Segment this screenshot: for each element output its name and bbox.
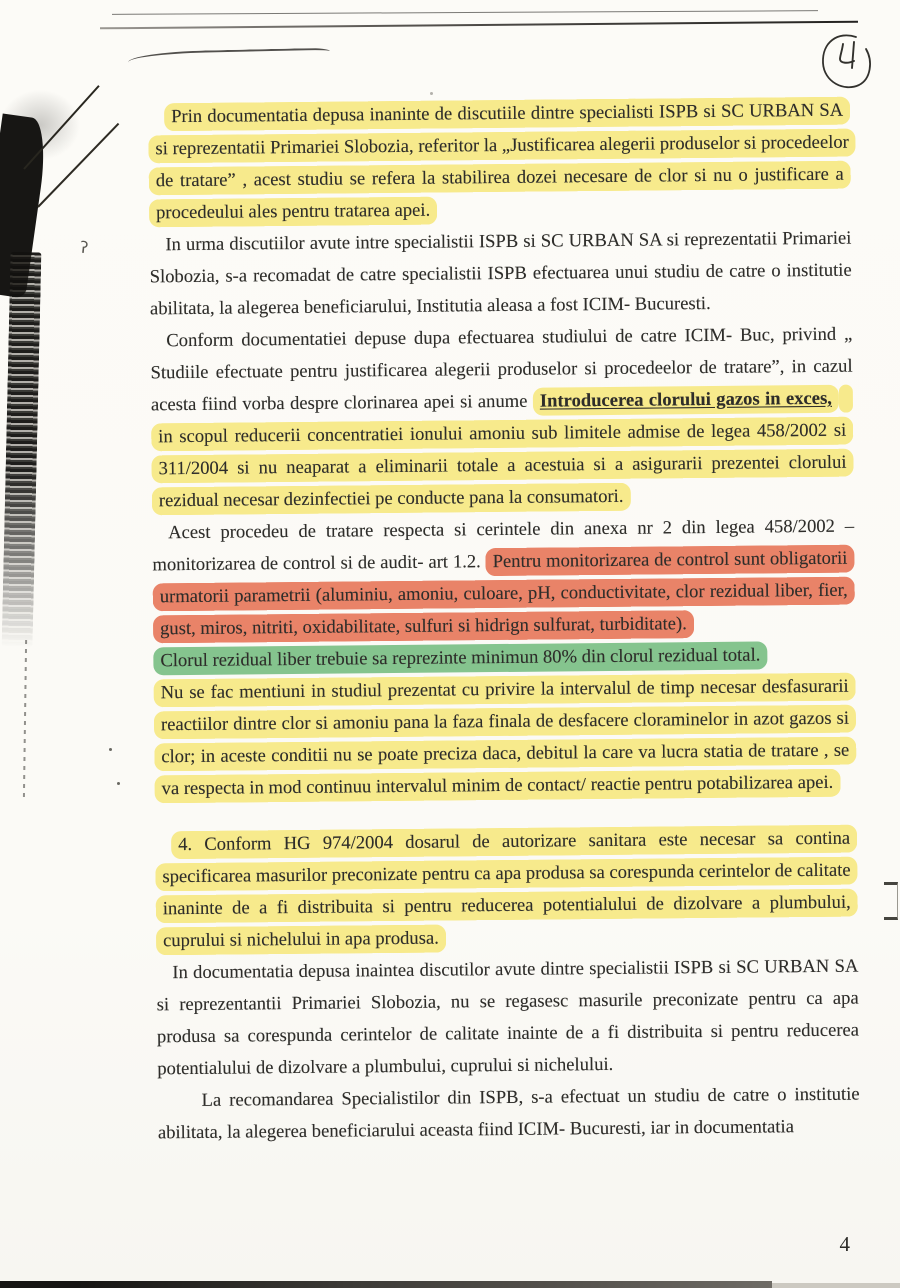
margin-bracket-mark [884, 882, 898, 920]
hand-drawn-circle-icon [812, 30, 884, 96]
scan-artifact-bottom-edge-light [0, 1283, 900, 1288]
scan-speck [117, 782, 120, 785]
paragraph [155, 823, 858, 958]
highlighted-text: 4. Conform HG 974/2004 dosarul de autorizare sanitara este necesar sa contina specificarea masurilor preconizate pentru ca apa produsa sa corespunda cerintelor de calitate inaninte de a fi distribuita si pentru reducerea potentialului de dizolvare a plumbului, cuprului si nichelului in apa produsa. [155, 825, 858, 956]
text-run: In documentatia depusa inaintea discutilor avute dintre specialistii ISPB si SC URBAN SA si reprezentantii Primariei Slobozia, nu se regasesc masurile preconizate pentru ca apa produsa sa corespunda cerintelor de calitate inainte de a fi distribuita si pentru reducerea potentialului de dizolvare a plumbului, cuprului si nichelului. [156, 955, 860, 1080]
scan-artifact-binding-edge-tail [23, 640, 27, 800]
scan-artifact-short-curve-line [128, 48, 330, 63]
scan-artifact-top-line-2 [100, 21, 858, 30]
paragraph [157, 1079, 860, 1150]
page-number: 4 [839, 1232, 850, 1256]
scan-speck [430, 92, 433, 95]
text-run: La recomandarea Specialistilor din ISPB, s-a efectuat un studiu de catre o institutie abilitata, la alegerea beneficiarului aceasta fiind ICIM- Bucuresti, iar in documentatia [157, 1083, 860, 1144]
scan-artifact-top-line-1 [112, 10, 818, 15]
handwritten-squiggle-mark: ʔ [79, 237, 90, 258]
paragraph [156, 951, 859, 1086]
scan-artifact-bottom-edge-dark [0, 1281, 772, 1288]
text-run: In urma discutiilor avute intre specialistii ISPB si SC URBAN SA si reprezentatii Primariei Slobozia, s-a recomadat de catre specialistii ISPB efectuarea unui studiu de catre o institutie abilitata, la alegerea beneficiarului, Institutia aleasa a fost ICIM- Bucuresti. [149, 227, 852, 320]
scan-artifact-diagonal-line-1 [23, 85, 99, 170]
document-body [148, 95, 860, 1150]
text-run: Conform documentatiei depuse dupa efectuarea studiului de catre ICIM- Buc, privind „ Studiile efectuate pentru justificarea alegerii produselor si procedeelor de tratare”, in cazul acesta fiind vorba despre clorinarea apei si anume [150, 323, 853, 416]
highlighted-text: Nu se fac mentiuni in studiul prezentat cu privire la intervalul de timp necesar desfasurarii reactiilor dintre clor si amoniu pana la faza finala de desfacere cloraminelor in azot gazos si clor; in aceste conditii nu se poate preciza daca, debitul la care va lucra statia de tratare , se va respecta in mod continuu intervalul minim de contact/ reactie pentru potabilizarea apei. [154, 673, 857, 804]
paragraph [150, 319, 854, 518]
scan-artifact-diagonal-line-2 [37, 123, 119, 208]
scan-artifact-corner-blob [0, 114, 50, 299]
scan-artifact-corner-smudge [0, 90, 80, 160]
scan-artifact-binding-edge [2, 252, 42, 648]
paragraph [154, 671, 857, 806]
paragraph [149, 223, 852, 326]
highlighted-text: in scopul reducerii concentratiei ionului amoniu sub limitele admise de legea 458/2002 si 311/2004 si nu neaparat a eliminarii totale a acestuia si a asigurarii prezentei clorului rezidual necesar dezinfectiei pe conducte pana la consumatori. [151, 385, 854, 516]
text-run: Acest procedeu de tratare respecta si cerintele din anexa nr 2 din legea 458/2002 – monitorizarea de control si de audit- art 1.2. [152, 515, 855, 576]
handwritten-circled-number [812, 30, 884, 101]
highlighted-text: Prin documentatia depusa inaninte de discutiile dintre specialisti ISPB si SC URBAN SA si reprezentatii Primariei Slobozia, referitor la „Justificarea alegerii produselor si procedeelor de tratare” , acest studiu se refera la stabilirea dozei necesare de clor si nu o justificare a procedeului ales pentru tratarea apei. [148, 97, 856, 228]
scan-speck [109, 748, 112, 751]
highlighted-text: Pentru monitorizarea de control sunt obligatorii urmatorii parametrii (aluminiu, amoniu, culoare, pH, conductivitate, clor rezidual liber, fier, gust, miros, nitriti, oxidabilitate, sulfuri si hidrign sulfurat, turbiditate). [153, 545, 855, 644]
highlighted-text: Introducerea clorului gazos in exces, [533, 385, 839, 416]
paragraph [152, 511, 855, 646]
highlighted-text: Clorul rezidual liber trebuie sa reprezinte minimun 80% din clorul rezidual total. [153, 641, 767, 675]
paragraph [148, 95, 851, 230]
